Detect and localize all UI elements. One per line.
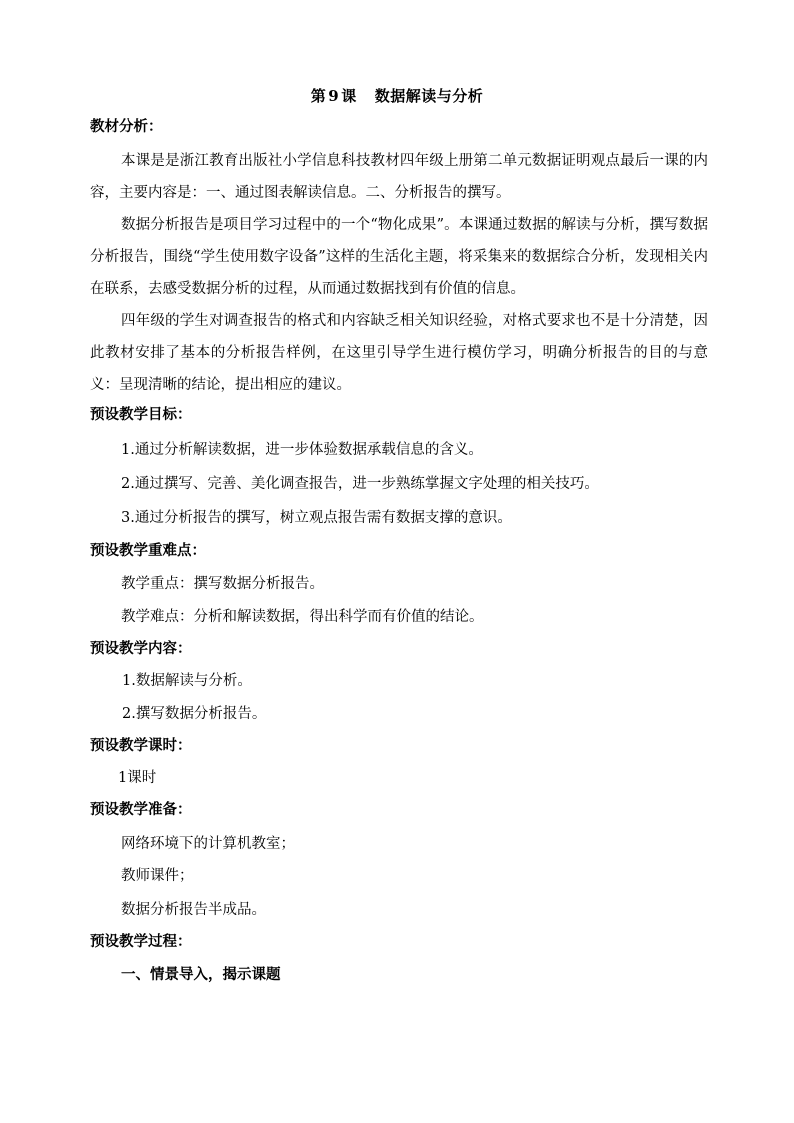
analysis-paragraph-2: 数据分析报告是项目学习过程中的一个“物化成果”。本课通过数据的解读与分析，撰写数据分析报告，围绕“学生使用数字设备”这样的生活化主题，将采集来的数据综合分析，发现相关内在联系，去感受数据分析的过程，从而通过数据找到有价值的信息。 <box>90 217 708 297</box>
title-suffix: 课 <box>341 87 357 105</box>
title-number: 9 <box>328 87 340 105</box>
heading-analysis: 教材分析： <box>90 118 163 135</box>
content-item-2: 2.撰写数据分析报告。 <box>122 706 267 722</box>
content-item-1: 1.数据解读与分析。 <box>122 673 252 689</box>
preparation-item-2: 教师课件； <box>121 868 194 884</box>
preparation-item-1: 网络环境下的计算机教室； <box>121 836 295 852</box>
title-prefix: 第 <box>310 87 327 105</box>
key-point-item-2: 教学难点：分析和解读数据，得出科学而有价值的结论。 <box>121 609 484 625</box>
analysis-paragraph-3: 四年级的学生对调查报告的格式和内容缺乏相关知识经验，对格式要求也不是十分清楚，因此教材安排了基本的分析报告样例，在这里引导学生进行模仿学习，明确分析报告的目的与意义：呈现清晰的结论，提出相应的建议。 <box>90 313 708 393</box>
heading-goals: 预设教学目标： <box>90 406 192 423</box>
heading-content: 预设教学内容： <box>90 640 192 657</box>
analysis-paragraph-1: 本课是是浙江教育出版社小学信息科技教材四年级上册第二单元数据证明观点最后一课的内容，主要内容是：一、通过图表解读信息。二、分析报告的撰写。 <box>90 153 708 201</box>
hours-value: 1课时 <box>118 770 157 786</box>
heading-preparation: 预设教学准备： <box>90 801 192 818</box>
heading-key-points: 预设教学重难点： <box>90 542 206 559</box>
title-name: 数据解读与分析 <box>374 87 484 105</box>
goal-item-2: 2.通过撰写、完善、美化调查报告，进一步熟练掌握文字处理的相关技巧。 <box>121 476 599 492</box>
preparation-item-3: 数据分析报告半成品。 <box>121 902 266 918</box>
key-point-item-1: 教学重点：撰写数据分析报告。 <box>121 576 324 592</box>
heading-process: 预设教学过程： <box>90 933 192 950</box>
goal-item-1: 1.通过分析解读数据，进一步体验数据承载信息的含义。 <box>121 442 483 458</box>
heading-hours: 预设教学课时： <box>90 737 192 754</box>
process-step-1: 一、情景导入，揭示课题 <box>121 966 281 983</box>
lesson-title <box>0 86 794 106</box>
goal-item-3: 3.通过分析报告的撰写，树立观点报告需有数据支撑的意识。 <box>121 510 512 526</box>
